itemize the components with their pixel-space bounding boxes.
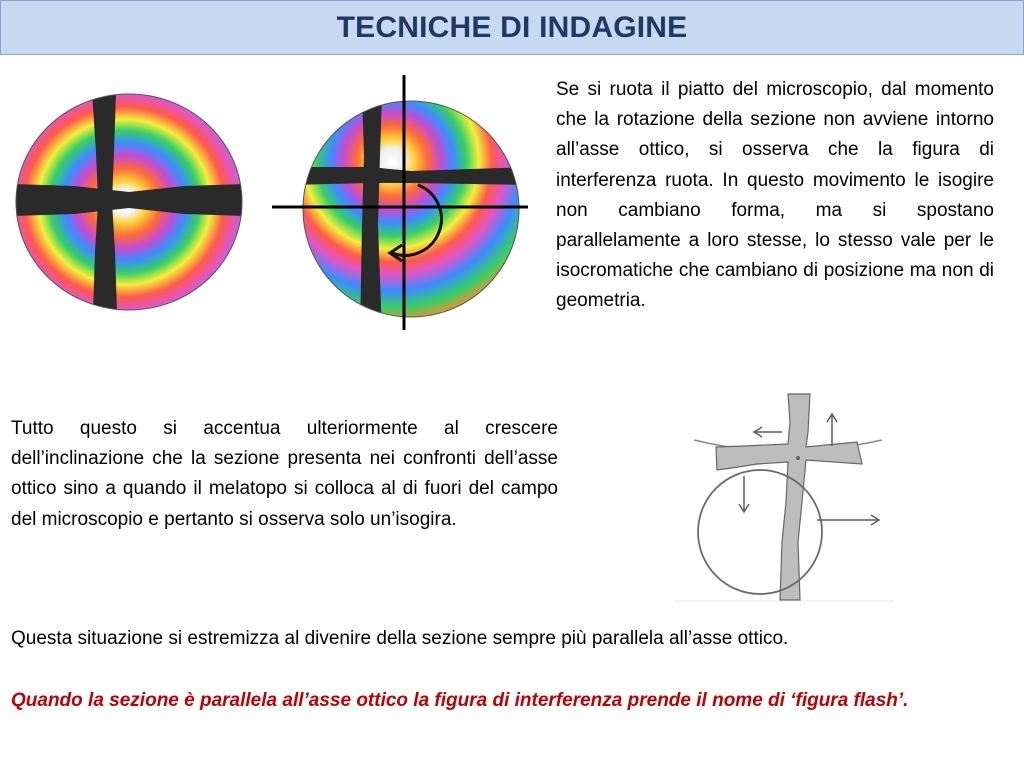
page-title: TECNICHE DI INDAGINE xyxy=(336,10,688,44)
extreme-paragraph: Questa situazione si estremizza al divenire della sezione sempre più parallela all’asse ottico. xyxy=(11,628,789,649)
isogyre-sketch xyxy=(672,392,897,604)
isogyre-shape xyxy=(716,394,862,600)
rotation-paragraph: Se si ruota il piatto del microscopio, dal momento che la rotazione della sezione non avviene intorno all’asse ottico, si osserva che la figura di interferenza ruota. In questo movimento le isogire non cambiano forma, ma si spostano parallelamente a loro stesse, lo stesso vale per le isocromatiche che cambiano di posizione ma non di geometria. xyxy=(556,79,994,312)
interference-figure-rotating xyxy=(270,75,530,333)
title-bar xyxy=(0,0,1024,55)
interference-figure-centered xyxy=(14,92,244,312)
inclination-paragraph: Tutto questo si accentua ulteriormente al crescere dell’inclinazione che la sezione presenta nei confronti dell’asse ottico sino a quando il melatopo si colloca al di fuori del campo del microscopio e pertanto si osserva solo un’isogira. xyxy=(11,418,558,530)
flash-figure-paragraph: Quando la sezione è parallela all’asse ottico la figura di interferenza prende il nome di ‘figura flash’. xyxy=(11,690,909,711)
